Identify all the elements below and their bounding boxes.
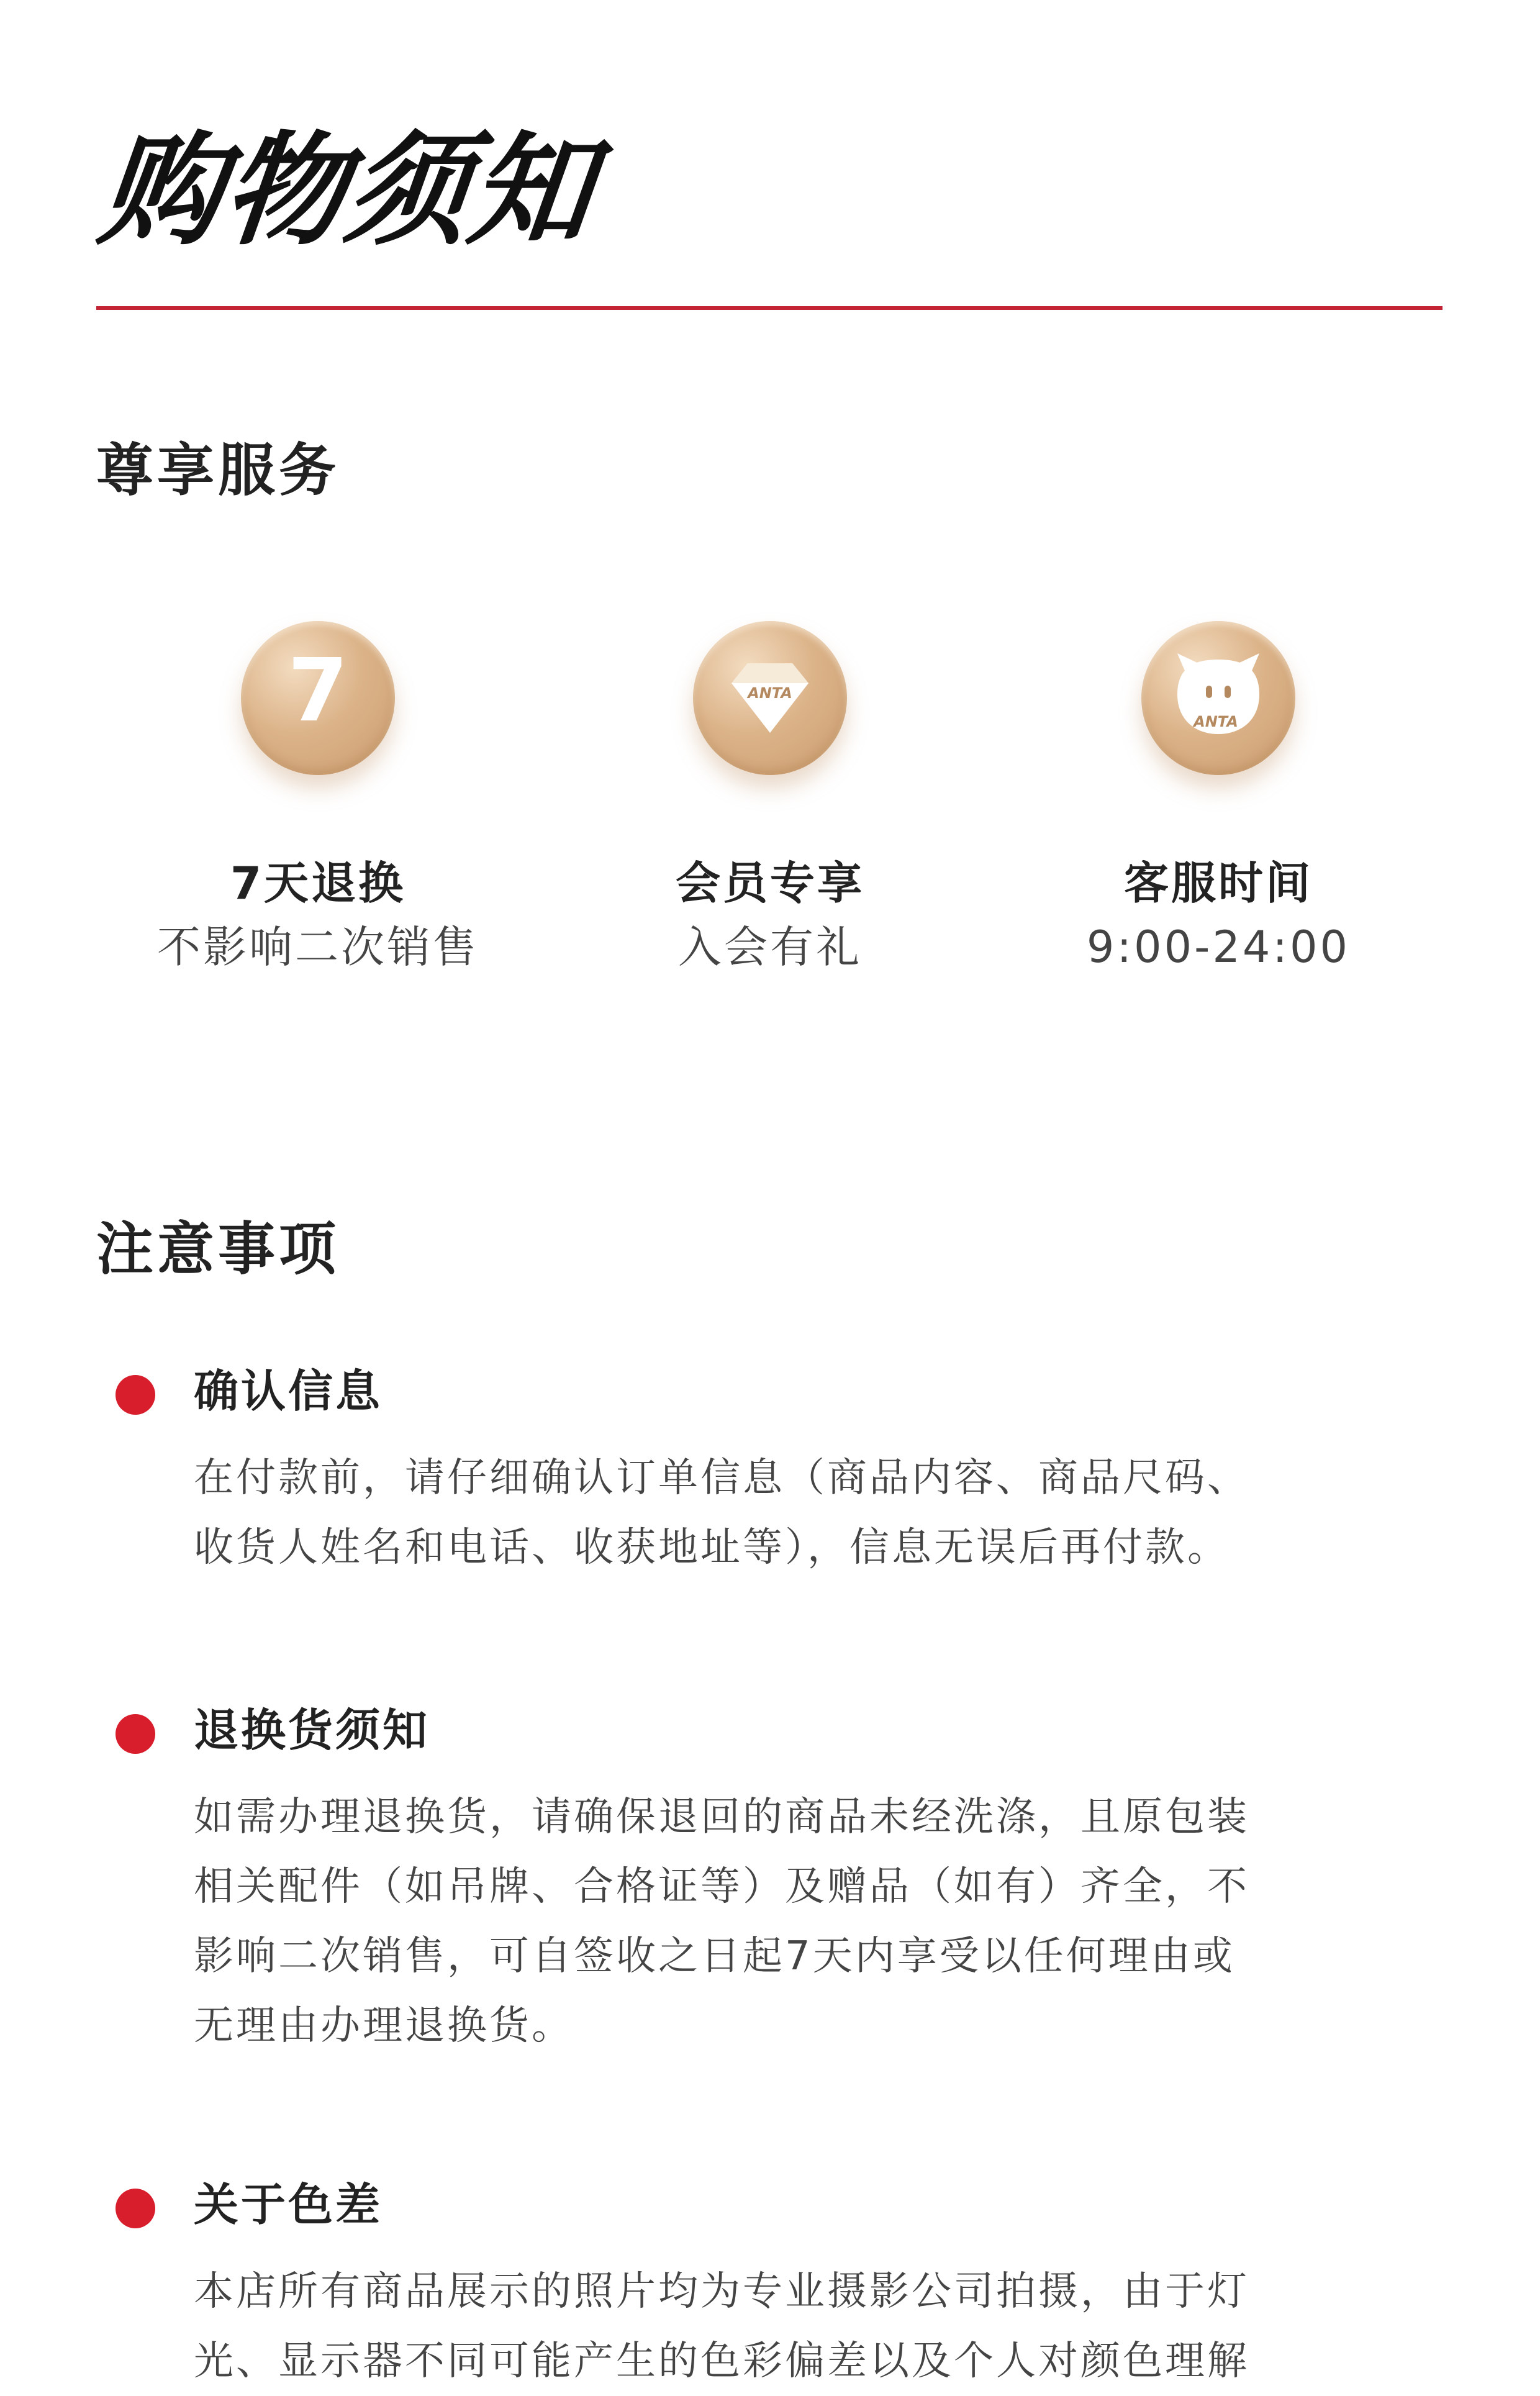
notice-title: 确认信息: [194, 1365, 383, 1417]
notice-line: 收货人姓名和电话、收获地址等），信息无误后再付款。: [194, 1525, 1230, 1571]
mascot-left-eye: [1206, 686, 1212, 698]
notice-body: [194, 1443, 1349, 1582]
seven-day-badge-graphic: [241, 621, 395, 775]
diamond-member-icon: [693, 621, 847, 775]
notice-line: 在付款前，请仔细确认订单信息（商品内容、商品尺码、: [194, 1455, 1249, 1501]
service-title: 会员专享: [675, 857, 864, 909]
diamond-brand-text: ANTA: [748, 684, 792, 702]
notice-line: 如需办理退换货，请确保退回的商品未经洗涤，且原包装: [194, 1794, 1249, 1840]
service-title: 客服时间: [1123, 857, 1313, 909]
service-subtitle: 不影响二次销售: [157, 922, 479, 973]
service-seven-day-return: [94, 621, 541, 973]
notice-body: [194, 2257, 1349, 2396]
page-title: 购物须知: [93, 120, 600, 262]
notice-line: 影响二次销售，可自签收之日起7天内享受以任何理由或: [194, 1933, 1235, 1979]
service-subtitle: 9:00-24:00: [1086, 922, 1351, 973]
seven-day-icon: [241, 621, 395, 775]
notice-line: 相关配件（如吊牌、合格证等）及赠品（如有）齐全，不: [194, 1864, 1249, 1910]
seven-day-badge-text: 7: [288, 640, 348, 742]
service-title: 7天退换: [230, 857, 406, 909]
title-divider: [96, 306, 1443, 310]
diamond-top-facet: [732, 663, 808, 683]
notice-title: 关于色差: [194, 2179, 383, 2231]
service-subtitle: 入会有礼: [678, 922, 862, 973]
notice-title: 退换货须知: [194, 1704, 430, 1756]
services-heading: 尊享服务: [96, 437, 340, 504]
customer-service-mascot-icon: [1141, 621, 1295, 775]
notice-line: 光、显示器不同可能产生的色彩偏差以及个人对颜色理解: [194, 2338, 1249, 2384]
service-member-exclusive: [546, 621, 994, 973]
notice-line: 无理由办理退换货。: [194, 2003, 574, 2049]
notice-line: 本店所有商品展示的照片均为专业摄影公司拍摄，由于灯: [194, 2269, 1249, 2315]
mascot-right-eye: [1225, 686, 1231, 698]
bullet-dot: [116, 2189, 155, 2228]
bullet-dot: [116, 1714, 155, 1754]
mascot-brand-text: ANTA: [1194, 713, 1238, 730]
notice-body: [194, 1782, 1349, 2061]
diamond-badge-graphic: [693, 621, 847, 775]
bullet-dot: [116, 1375, 155, 1415]
mascot-badge-graphic: [1141, 621, 1295, 775]
service-customer-hours: [995, 621, 1442, 973]
services-row: [0, 621, 1540, 994]
notices-heading: 注意事项: [96, 1216, 340, 1282]
